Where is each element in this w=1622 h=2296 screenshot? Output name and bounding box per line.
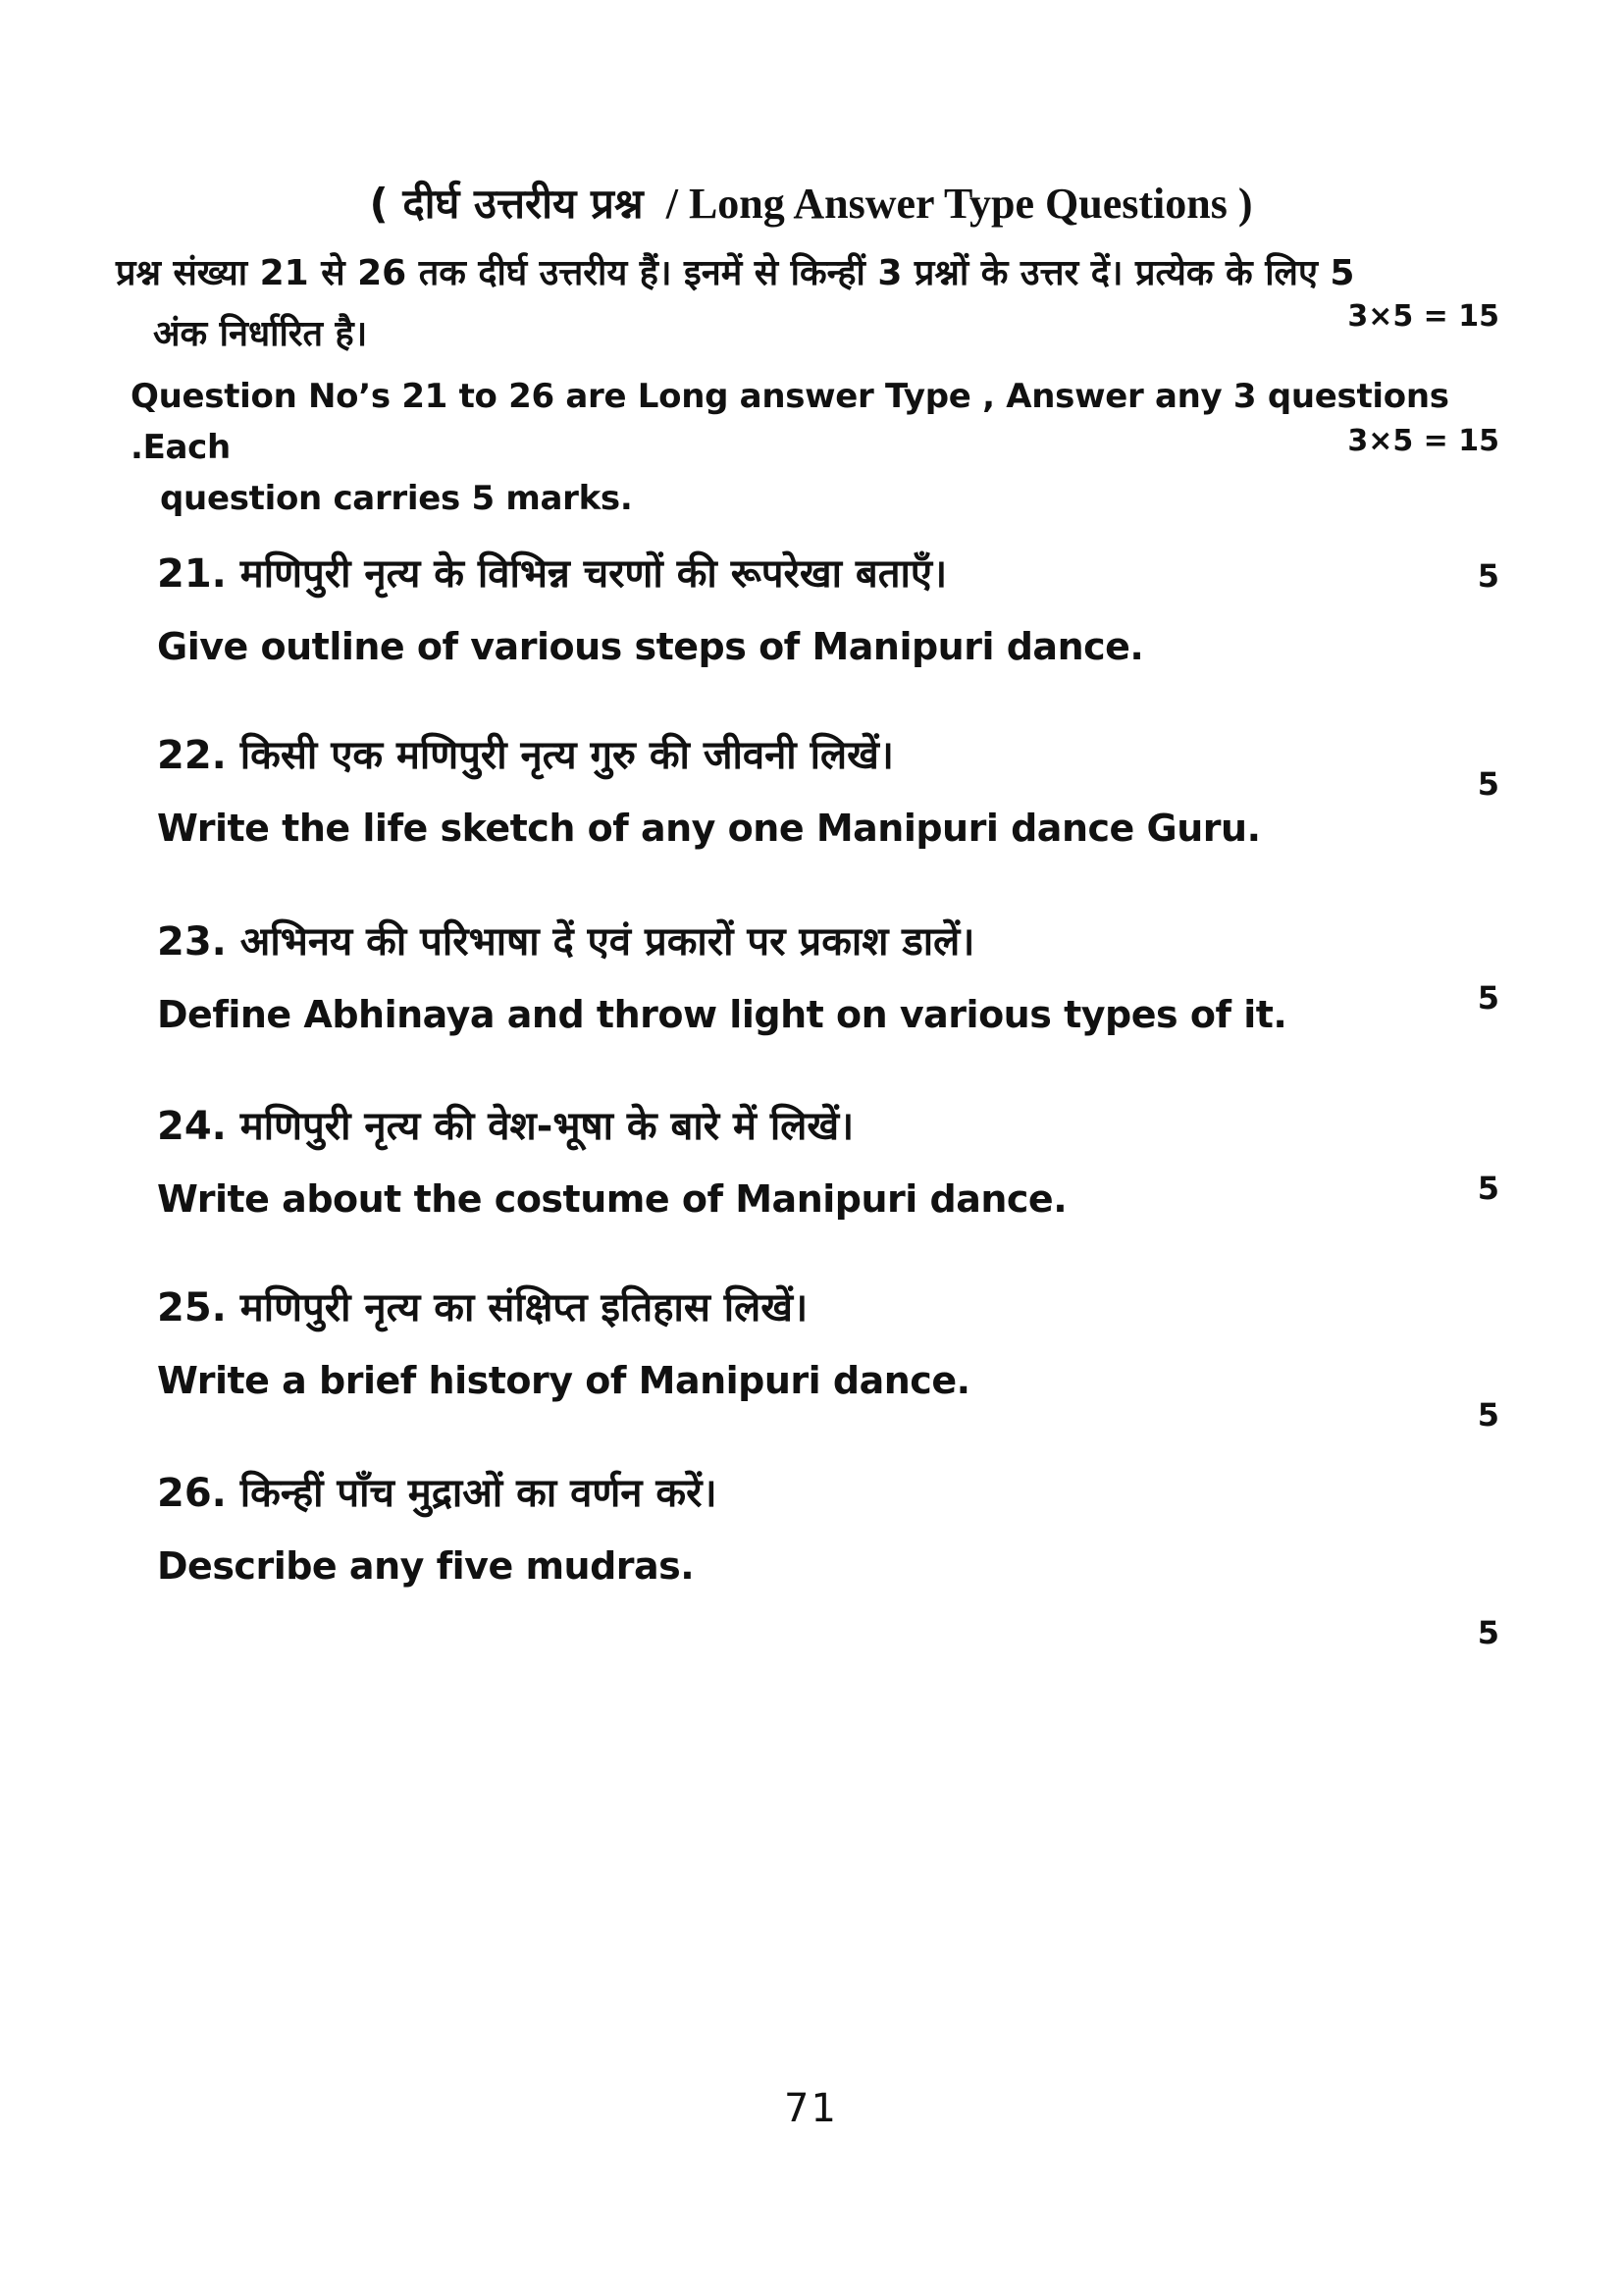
question-25-marks: 5 [1477, 1396, 1499, 1434]
question-25-english: Write a brief history of Manipuri dance. [157, 1359, 970, 1402]
question-26-marks: 5 [1477, 1614, 1499, 1651]
question-22-marks: 5 [1477, 765, 1499, 803]
question-26-number: 26. [157, 1471, 227, 1516]
question-24-english: Write about the costume of Manipuri dance. [157, 1177, 1068, 1221]
instructions-english-line1: Question No’s 21 to 26 are Long answer Type , Answer any 3 questions .Each [131, 377, 1449, 467]
instructions-english-line2: question carries 5 marks. [160, 479, 633, 518]
question-25 [157, 1272, 1436, 1417]
instructions-hindi [116, 243, 1506, 365]
question-23-number: 23. [157, 919, 227, 965]
question-21-english: Give outline of various steps of Manipuri dance. [157, 625, 1144, 668]
question-22-english: Write the life sketch of any one Manipuri dance Guru. [157, 807, 1261, 850]
section-title-hindi: ( दीर्घ उत्तरीय प्रश्न [369, 180, 644, 228]
question-24-hindi-text: मणिपुरी नृत्य की वेश-भूषा के बारे में लिखें। [239, 1104, 855, 1149]
question-21-number: 21. [157, 551, 227, 597]
question-23-hindi-text: अभिनय की परिभाषा दें एवं प्रकारों पर प्रकाश डालें। [239, 919, 975, 965]
question-25-hindi [157, 1272, 1436, 1344]
question-26-hindi-text: किन्हीं पाँच मुद्राओं का वर्णन करें। [239, 1471, 717, 1516]
question-23 [157, 906, 1436, 1051]
question-25-hindi-text: मणिपुरी नृत्य का संक्षिप्त इतिहास लिखें। [239, 1285, 809, 1331]
question-23-hindi [157, 906, 1436, 978]
section-title [0, 175, 1622, 231]
instructions-hindi-line1: प्रश्न संख्या 21 से 26 तक दीर्घ उत्तरीय हैं। इनमें से किन्हीं 3 प्रश्नों के उत्तर दें। प्रत्येक के लिए 5 [116, 253, 1355, 293]
question-24-marks: 5 [1477, 1170, 1499, 1207]
question-22 [157, 719, 1436, 864]
marks-scheme-english: 3×5 = 15 [1347, 424, 1499, 458]
question-24-number: 24. [157, 1104, 227, 1149]
question-25-number: 25. [157, 1285, 227, 1331]
question-22-number: 22. [157, 733, 227, 778]
question-24-hindi [157, 1090, 1436, 1163]
question-24 [157, 1090, 1436, 1235]
question-23-marks: 5 [1477, 979, 1499, 1017]
question-23-english: Define Abhinaya and throw light on various types of it. [157, 993, 1287, 1036]
question-22-hindi-text: किसी एक मणिपुरी नृत्य गुरु की जीवनी लिखें। [239, 733, 894, 778]
question-26 [157, 1457, 1436, 1602]
instructions-hindi-line2: अंक निर्धारित है। [153, 314, 368, 354]
question-21-marks: 5 [1477, 557, 1499, 595]
marks-scheme-hindi: 3×5 = 15 [1347, 299, 1499, 334]
question-26-hindi [157, 1457, 1436, 1530]
question-26-english: Describe any five mudras. [157, 1544, 695, 1588]
section-title-english: / Long Answer Type Questions ) [665, 180, 1253, 228]
question-21-hindi [157, 538, 1436, 610]
page-number: 71 [784, 2086, 838, 2131]
question-22-hindi [157, 719, 1436, 792]
instructions-english [131, 371, 1475, 524]
question-21-hindi-text: मणिपुरी नृत्य के विभिन्न चरणों की रूपरेखा बताएँ। [239, 551, 948, 597]
question-21 [157, 538, 1436, 683]
